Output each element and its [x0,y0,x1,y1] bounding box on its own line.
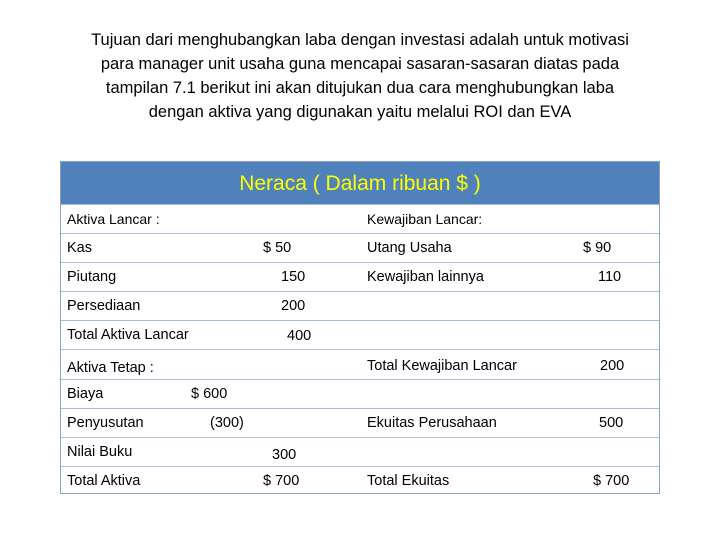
row-label: Total Aktiva Lancar [67,327,189,343]
table-row [61,233,659,262]
row-value-right: $ 700 [593,473,630,489]
table-row [61,204,659,233]
row-label: Penyusutan [67,415,144,431]
row-value-right: 500 [599,415,624,431]
row-value: $ 50 [263,240,292,256]
row-value: (300) [210,415,244,431]
row-label: Piutang [67,269,117,285]
row-value: $ 700 [263,473,300,489]
row-label: Persediaan [67,298,141,314]
row-value: 300 [272,447,297,463]
table-row [61,437,659,466]
table-row [61,320,659,349]
intro-line: para manager unit usaha guna mencapai sasaran-sasaran diatas pada [100,55,620,73]
row-value: 200 [281,298,306,314]
row-label: Total Aktiva [67,473,141,489]
table-row [61,349,659,379]
row-label-right: Utang Usaha [367,240,452,256]
row-value: 150 [281,269,306,285]
table-title: Neraca ( Dalam ribuan $ ) [61,162,659,204]
intro-paragraph [40,28,680,124]
row-value-right: 200 [600,358,625,374]
row-value: $ 600 [191,386,228,402]
table-row [61,291,659,320]
table-row [61,379,659,408]
table-row [61,408,659,437]
row-value-right: $ 90 [583,240,612,256]
row-label: Aktiva Lancar : [67,211,160,227]
row-label-right: Kewajiban Lancar: [367,211,483,227]
intro-line: tampilan 7.1 berikut ini akan ditujukan dua cara menghubungkan laba [105,79,615,97]
table-row [61,466,659,495]
table-row [61,262,659,291]
row-value: 400 [287,328,312,344]
row-label-right: Ekuitas Perusahaan [367,415,497,431]
row-label-right: Kewajiban lainnya [367,269,484,285]
row-label: Kas [67,240,92,256]
intro-line: dengan aktiva yang digunakan yaitu melalui ROI dan EVA [148,103,572,121]
row-label-right: Total Ekuitas [367,473,450,489]
row-label-right: Total Kewajiban Lancar [367,358,517,374]
intro-line: Tujuan dari menghubangkan laba dengan investasi adalah untuk motivasi [91,31,629,49]
row-label: Biaya [67,386,104,402]
row-value-right: 110 [598,269,622,285]
row-label: Aktiva Tetap : [67,360,154,376]
balance-sheet-table [60,161,660,494]
row-label: Nilai Buku [67,444,133,460]
